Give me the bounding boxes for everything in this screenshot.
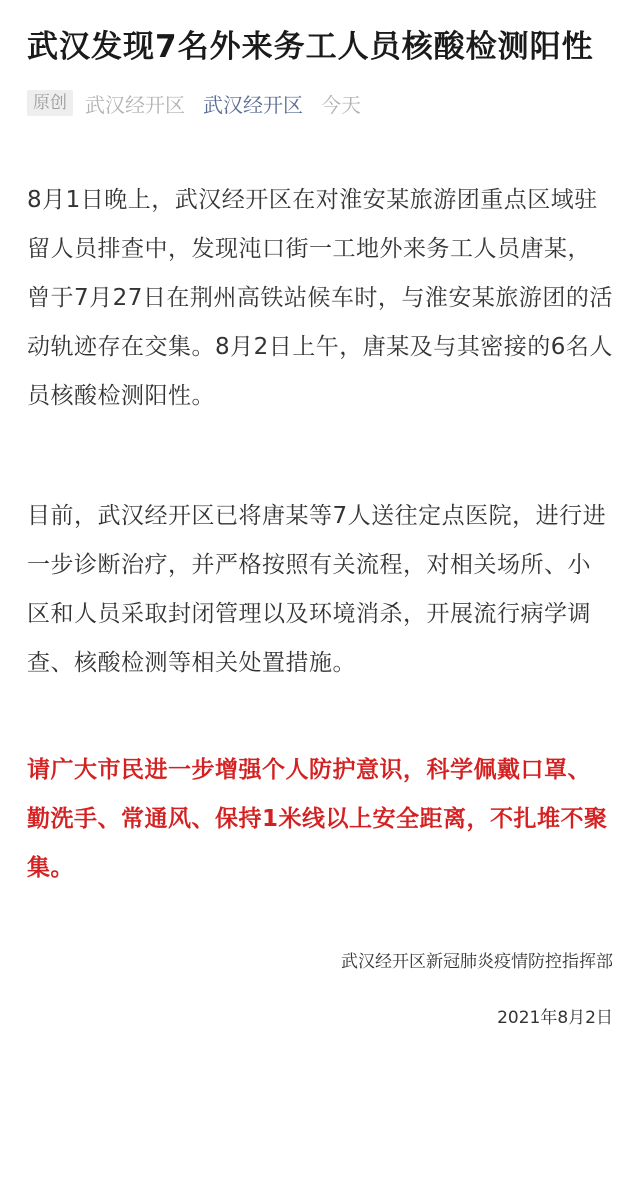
author-name: 武汉经开区 [85, 92, 185, 117]
signature-date: 2021年8月2日 [497, 1008, 613, 1028]
signature-organization: 武汉经开区新冠肺炎疫情防控指挥部 [341, 952, 613, 972]
publish-date: 今天 [321, 92, 361, 117]
paragraph-3-emphasis: 请广大市民进一步增强个人防护意识，科学佩戴口罩、勤洗手、常通风、保持1米线以上安全距离，不扎堆不聚集。 [27, 757, 608, 881]
paragraph-1: 8月1日晚上，武汉经开区在对淮安某旅游团重点区域驻留人员排查中，发现沌口街一工地外来务工人员唐某，曾于7月27日在荆州高铁站候车时，与淮安某旅游团的活动轨迹存在交集。8月2日上午，唐某及与其密接的6名人员核酸检测阳性。 [27, 187, 613, 409]
original-tag: 原创 [27, 90, 73, 116]
account-link[interactable]: 武汉经开区 [203, 92, 303, 117]
paragraph-2: 目前，武汉经开区已将唐某等7人送往定点医院，进行进一步诊断治疗，并严格按照有关流程，对相关场所、小区和人员采取封闭管理以及环境消杀，开展流行病学调查、核酸检测等相关处置措施。 [27, 503, 607, 676]
article-meta [27, 86, 613, 120]
article-title: 武汉发现7名外来务工人员核酸检测阳性 [27, 29, 594, 65]
